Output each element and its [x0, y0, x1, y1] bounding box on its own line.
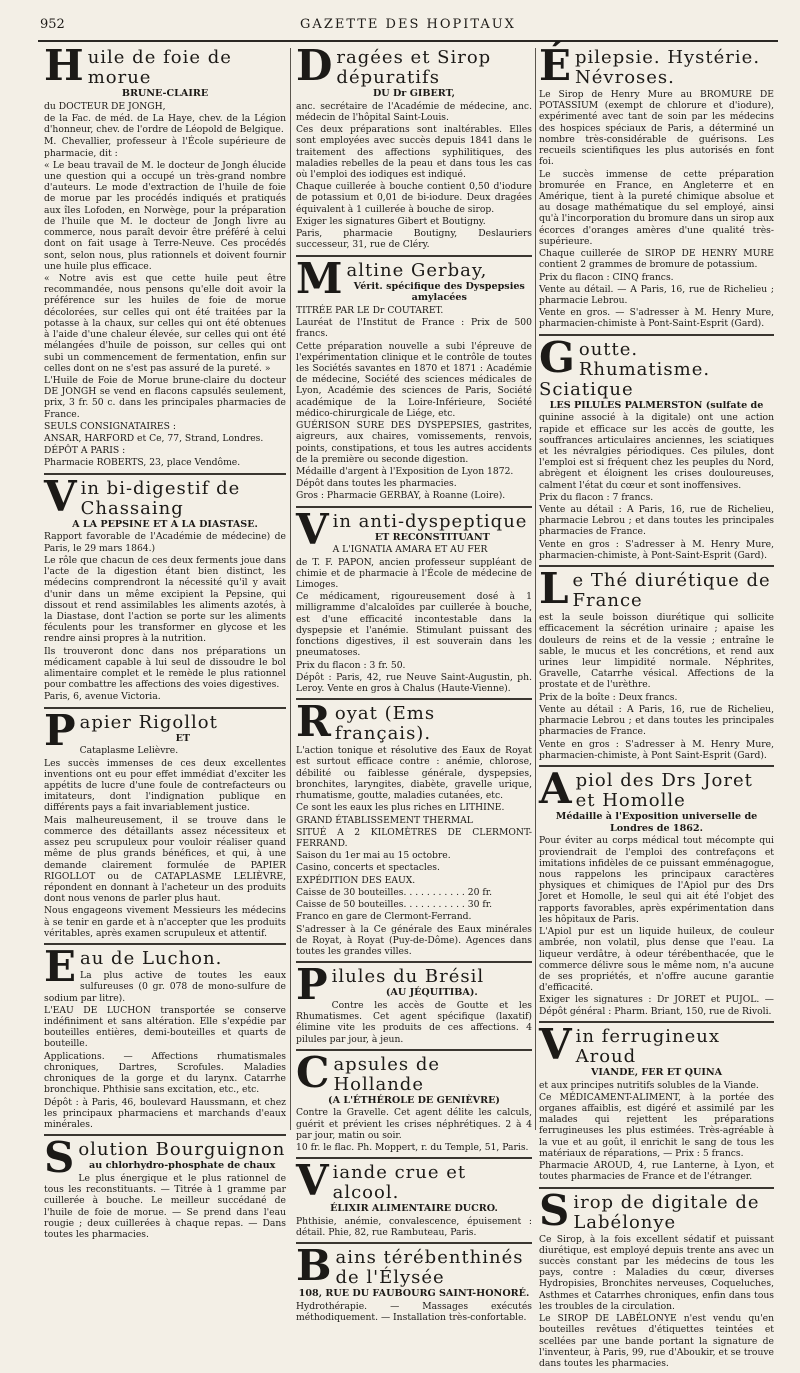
- advertisement: [296, 960, 532, 1051]
- column-left: [44, 41, 286, 1240]
- ad-paragraph: Le plus énergique et le plus rationnel de tous les reconstituants. — Titrée à 1 gramme par cuillerée à bouche. Le meilleur succédané de l'huile de foie de morue. — Se prend dans l'eau rougie ; deux cuillerées à chaque repas. — Dans toutes les pharmacies.: [44, 1172, 286, 1240]
- advertisement: [296, 1156, 532, 1244]
- ad-paragraph: Ce médicament, rigoureusement dosé à 1 milligramme d'alcaloïdes par cuillerée à bouche, est d'une efficacité incontestable dans la dyspepsie et l'anémie. Stimulant puissant des fonctions digestives, il est souverain dans les pneumatoses.: [296, 591, 532, 659]
- ad-paragraph: Paris, pharmacie Boutigny, Deslauriers successeur, 31, rue de Cléry.: [296, 228, 532, 251]
- drop-cap: G: [539, 332, 576, 382]
- ad-paragraph: SEULS CONSIGNATAIRES :: [44, 420, 176, 432]
- ad-title: in anti-dyspeptique: [332, 510, 528, 532]
- ad-paragraph: quinine associé à la digitale) ont une action rapide et efficace sur les accès de goutte, les souffrances articulaires anciennes, les sciatiques et les névralgies périodiques. Ces pilules, dont l'emploi est si fréquent chez les peuples du Nord, abrègent et éloignent les crises douloureuses, calment l'état du cœur et sont inoffensives.: [539, 412, 774, 491]
- drop-cap: E: [44, 942, 78, 992]
- advertisement: [539, 1019, 774, 1189]
- ad-headline: [539, 1185, 774, 1235]
- ad-paragraph: Ce MÉDICAMENT-ALIMENT, à la portée des organes affaiblis, est digéré et assimilé par les malades qui rejettent les préparations ferrugineuses les plus estimées. Très-agréable à la vue et au goût, il enrichit le sang de tous les matériaux de réparations, — Prix : 5 francs.: [539, 1091, 774, 1159]
- ad-title: apier Rigollot: [79, 711, 218, 733]
- ad-title: piol des Drs Joret et Homolle: [575, 769, 753, 811]
- ad-paragraph: Le succès immense de cette préparation bromurée en France, en Angleterre et en Amérique, tient à la pureté chimique absolue et au dosage mathématique du sel employé, ainsi qu'à l'incorporation du bromure dans un sirop aux écorces d'oranges amères d'une qualité très-supérieure.: [539, 168, 774, 247]
- ad-paragraph: Gros : Pharmacie GERBAY, à Roanne (Loire).: [296, 490, 506, 502]
- ad-paragraph: Caisse de 30 bouteilles. . . . . . . . . . . 20 fr.: [296, 886, 493, 898]
- advertisement: [539, 564, 774, 767]
- ad-subtitle: ÉLIXIR ALIMENTAIRE DUCRO.: [330, 1203, 498, 1215]
- advertisement: [296, 1241, 532, 1327]
- ad-paragraph: Le Sirop de Henry Mure au BROMURE DE POTASSIUM (exempt de chlorure et d'iodure), expérimenté avec tant de soin par les médecins des hospices spéciaux de Paris, a déterminé un nombre très-considérable de guérisons. Les recueils scientifiques les plus autorisés en font foi.: [539, 89, 774, 168]
- advertisement: [44, 41, 286, 475]
- ad-headline: [44, 41, 286, 90]
- ad-paragraph: Cataplasme Lelièvre.: [79, 745, 179, 757]
- ad-headline: [296, 1241, 532, 1291]
- drop-cap: É: [539, 41, 573, 90]
- ad-title: olution Bourguignon: [78, 1139, 286, 1161]
- ad-paragraph: Paris, 6, avenue Victoria.: [44, 691, 161, 703]
- ad-subtitle: ET RECONSTITUANT: [374, 531, 490, 543]
- page-title: GAZETTE DES HOPITAUX: [300, 17, 516, 32]
- advertisement: [44, 942, 286, 1136]
- column-middle: [296, 41, 532, 1324]
- ad-paragraph: Ce sont les eaux les plus riches en LITHINE.: [296, 802, 505, 814]
- advertisement: [539, 41, 774, 336]
- ad-subtitle: Vérit. spécifique des Dyspepsies amylacées: [353, 280, 525, 304]
- ad-paragraph: Dépôt : à Paris, 46, boulevard Haussmann, et chez les principaux pharmaciens et marchands d'eaux minérales.: [44, 1096, 286, 1130]
- drop-cap: P: [296, 960, 329, 1010]
- drop-cap: S: [539, 1185, 571, 1235]
- ad-subtitle: A LA PEPSINE ET A LA DIASTASE.: [72, 518, 258, 530]
- advertisement: [296, 253, 532, 508]
- ad-paragraph: DÉPÔT A PARIS :: [44, 445, 126, 457]
- column-right: [539, 41, 774, 1369]
- ad-paragraph: TITRÉE PAR LE Dr COUTARET.: [296, 304, 444, 316]
- ad-paragraph: anc. secrétaire de l'Académie de médecine, anc. médecin de l'hôpital Saint-Louis.: [296, 100, 532, 123]
- ad-paragraph: GRAND ÉTABLISSEMENT THERMAL: [296, 814, 473, 826]
- ad-paragraph: Chaque cuillerée de SIROP DE HENRY MURE contient 2 grammes de bromure de potassium.: [539, 248, 774, 271]
- ad-paragraph: Nous engageons vivement Messieurs les médecins à se tenir en garde et à n'accepter que les produits véritables, après examen scrupuleux et attentif.: [44, 905, 286, 939]
- ad-paragraph: L'Huile de Foie de Morue brune-claire du docteur DE JONGH se vend en flacons capsulés seulement, prix, 3 fr. 50 c. dans les principales pharmacies de France.: [44, 374, 286, 420]
- ad-paragraph: et aux principes nutritifs solubles de la Viande.: [539, 1079, 759, 1091]
- ad-paragraph: Prix de la boîte : Deux francs.: [539, 691, 678, 703]
- advertisement: [539, 1185, 774, 1373]
- ad-paragraph: S'adresser à la Ce générale des Eaux minérales de Royat, à Royat (Puy-de-Dôme). Agences dans toutes les grandes villes.: [296, 923, 532, 957]
- ad-paragraph: Vente en gros : S'adresser à M. Henry Mure, pharmacien-chimiste, à Pont-Saint-Esprit (Gard).: [539, 538, 774, 561]
- ad-subtitle: au chlorhydro-phosphate de chaux: [89, 1160, 276, 1172]
- ad-title: altine Gerbay,: [346, 259, 488, 281]
- ad-title: e Thé diurétique de France: [572, 570, 771, 612]
- ad-headline: [296, 41, 532, 90]
- ad-paragraph: Ce Sirop, à la fois excellent sédatif et puissant diurétique, est employé depuis trente ans avec un succès constant par les médecins de tous les pays, contre : Maladies du cœur, diverses Hydropisies, Bronchites nerveuses, Coqueluches, Asthmes et Catarrhes chroniques, enfin dans tous les troubles de la circulation.: [539, 1233, 774, 1312]
- ad-title: ragées et Sirop dépuratifs: [336, 47, 492, 88]
- ad-title: iande crue et alcool.: [332, 1162, 467, 1204]
- drop-cap: V: [44, 471, 78, 521]
- ad-paragraph: Prix du flacon : 3 fr. 50.: [296, 659, 406, 671]
- advertisement: [44, 1133, 286, 1244]
- ad-paragraph: Le rôle que chacun de ces deux ferments joue dans l'acte de la digestion étant bien distinct, les médecins comprendront la nécessité qu'il y avait d'unir dans un même excipient la Pepsine, qui dissout et rend assimilables les aliments azotés, à la Diastase, dont l'action se porte sur les aliments féculents pour les transformer en glycose et les rendre ainsi propres à la nutrition.: [44, 554, 286, 645]
- ad-paragraph: Les succès immenses de ces deux excellentes inventions ont eu pour effet immédiat d'exciter les appétits de lucre d'une foule de contrefacteurs ou imitateurs, dont l'indignation publique en différents pays a fait invariablement justice.: [44, 757, 286, 814]
- ad-paragraph: ANSAR, HARFORD et Ce, 77, Strand, Londres.: [44, 433, 264, 445]
- advertisement: [44, 705, 286, 945]
- ad-paragraph: Lauréat de l'Institut de France : Prix de 500 francs.: [296, 317, 532, 340]
- ad-paragraph: Vente en gros : S'adresser à M. Henry Mure, pharmacien-chimiste, à Pont Saint-Esprit (Gard).: [539, 738, 774, 761]
- ad-paragraph: Ils trouveront donc dans nos préparations un médicament capable à lui seul de dissoudre le bol alimentaire complet et le remède le plus rationnel pour combattre les affections des voies digestives.: [44, 645, 286, 691]
- drop-cap: M: [296, 253, 344, 303]
- ad-subtitle: (AU JÉQUITIBA).: [385, 987, 478, 999]
- ad-subtitle: DU Dr GIBERT,: [372, 88, 456, 99]
- drop-cap: S: [44, 1133, 76, 1183]
- ad-paragraph: Chaque cuillerée à bouche contient 0,50 d'iodure de potassium et 0,01 de bi-iodure. Deux dragées équivalent à 1 cuillerée à bouche de sirop.: [296, 181, 532, 215]
- ad-paragraph: Exiger les signatures Gibert et Boutigny.: [296, 215, 486, 227]
- ad-paragraph: L'action tonique et résolutive des Eaux de Royat est surtout efficace contre : anémie, chlorose, débilité ou faiblesse générale, dyspepsies, bronchites, laryngites, diabète, gravelle urique, rhumatisme, goutte, maladies cutanées, etc.: [296, 745, 532, 802]
- ad-headline: [44, 471, 286, 521]
- ad-subtitle: LES PILULES PALMERSTON (sulfate de: [549, 399, 764, 411]
- ad-paragraph: Vente en gros. — S'adresser à M. Henry Mure, pharmacien-chimiste à Pont-Saint-Esprit (Gard).: [539, 307, 774, 330]
- ad-paragraph: de T. F. PAPON, ancien professeur suppléant de chimie et de pharmacie à l'École de médecine de Limoges.: [296, 556, 532, 591]
- ad-paragraph: Mais malheureusement, il se trouve dans le commerce des détaillants assez nécessiteux et assez peu scrupuleux pour vouloir réaliser quand même de plus grands bénéfices, et qui, à une demande clairement formulée de PAPIER RIGOLLOT ou de CATAPLASME LELIÈVRE, répondent en donnant à l'acheteur un des produits dont nous venons de parler plus haut.: [44, 814, 286, 905]
- ad-paragraph: Franco en gare de Clermont-Ferrand.: [296, 911, 472, 923]
- advertisement: [539, 763, 774, 1023]
- ad-paragraph: de la Fac. de méd. de La Haye, chev. de la Légion d'honneur, chev. de l'ordre de Léopold de Belgique.: [44, 112, 286, 136]
- ad-title: au de Luchon.: [80, 948, 223, 970]
- drop-cap: V: [296, 1156, 330, 1206]
- drop-cap: V: [296, 504, 330, 554]
- ad-headline: [296, 1047, 532, 1097]
- ad-headline: [296, 1156, 532, 1206]
- ad-title: uile de foie de morue: [87, 47, 232, 88]
- ad-paragraph: Contre les accès de Goutte et les Rhumatismes. Cet agent spécifique (laxatif) élimine vite les produits de ces affections. 4 pilules par jour, à jeun.: [296, 999, 532, 1045]
- ad-paragraph: Casino, concerts et spectacles.: [296, 862, 440, 874]
- ad-title: ilules du Brésil: [331, 966, 485, 988]
- ad-title: irop de digitale de Labélonye: [573, 1191, 760, 1233]
- ad-subtitle: ET: [175, 732, 191, 744]
- ad-headline: [539, 332, 774, 400]
- drop-cap: H: [44, 41, 85, 90]
- ad-paragraph: Vente au détail. — A Paris, 16, rue de Richelieu ; pharmacie Lebrou.: [539, 283, 774, 306]
- drop-cap: A: [539, 763, 573, 813]
- ad-paragraph: est la seule boisson diurétique qui sollicite efficacement la sécrétion urinaire ; apaise les douleurs de reins et de la vessie ; entraîne le sable, le mucus et les concrétions, et rend aux urines leur limpidité normale. Néphrites, Gravelle, Catarrhe vésical. Affections de la prostate et de l'urèthre.: [539, 612, 774, 691]
- ad-headline: [296, 697, 532, 747]
- page-number: 952: [40, 17, 65, 32]
- ad-subtitle: Médaille à l'Exposition universelle de Londres de 1862.: [555, 810, 758, 834]
- advertisement: [296, 1047, 532, 1160]
- ad-title: outte. Rhumatisme. Sciatique: [539, 338, 711, 400]
- drop-cap: R: [296, 697, 332, 747]
- ad-paragraph: La plus active de toutes les eaux sulfureuses (0 gr. 078 de mono-sulfure de sodium par litre).: [44, 970, 286, 1004]
- ad-paragraph: GUÉRISON SURE DES DYSPEPSIES, gastrites, aigreurs, aux chaires, vomissements, renvois, points, constipations, et tous les autres accidents de la première ou seconde digestion.: [296, 420, 532, 465]
- ad-paragraph: Pharmacie ROBERTS, 23, place Vendôme.: [44, 457, 241, 469]
- ad-title: in ferrugineux Aroud: [575, 1025, 721, 1067]
- ad-paragraph: Exiger les signatures : Dr JORET et PUJOL. — Dépôt général : Pharm. Briant, 150, rue de Rivoli.: [539, 994, 774, 1017]
- ad-title: apsules de Hollande: [333, 1053, 441, 1095]
- ad-paragraph: Le SIROP DE LABÉLONYE n'est vendu qu'en bouteilles revêtues d'étiquettes teintées et scellées par une bande portant la signature de l'inventeur, à Paris, 99, rue d'Aboukir, et se trouve dans toutes les pharmacies.: [539, 1313, 774, 1369]
- ad-paragraph: Applications. — Affections rhumatismales chroniques, Dartres, Scrofules. Maladies chroniques de la gorge et du larynx. Catarrhe bronchique. Phthisie sans excitation, etc., etc.: [44, 1050, 286, 1096]
- ad-paragraph: EXPÉDITION DES EAUX.: [296, 874, 416, 886]
- ad-paragraph: Vente au détail : A Paris, 16, rue de Richelieu, pharmacie Lebrou ; et dans toutes les principales pharmacies de France.: [539, 703, 774, 738]
- ad-headline: [539, 564, 774, 614]
- drop-cap: V: [539, 1019, 573, 1069]
- ad-paragraph: Médaille d'argent à l'Exposition de Lyon 1872.: [296, 466, 514, 478]
- ad-paragraph: Prix du flacon : 7 francs.: [539, 491, 654, 503]
- ad-paragraph: Hydrothérapie. — Massages exécutés méthodiquement. — Installation très-confortable.: [296, 1301, 532, 1324]
- ad-paragraph: « Le beau travail de M. le docteur de Jongh élucide une question qui a occupé un très-grand nombre d'auteurs. Le mode d'extraction de l'huile de foie de morue par les procédés indiqués et pratiqués aux îles Lofoden, en Norwège, pour la préparation de l'huile que M. le docteur de Jongh livre au commerce, nous paraît devoir être préféré à celui dont on fait usage à Terre-Neuve. Ces procédés sont, selon nous, plus rationnels et doivent fournir une huile plus efficace.: [44, 159, 286, 272]
- ad-paragraph: Contre la Gravelle. Cet agent délite les calculs, guérit et prévient les crises néphrétiques. 2 à 4 par jour, matin ou soir.: [296, 1107, 532, 1141]
- ad-paragraph: « Notre avis est que cette huile peut être recommandée, nous pensons qu'elle doit avoir la préférence sur les huiles de foie de morue décolorées, sur celles qui ont été traitées par la potasse à la chaux, sur celles qui ont été obtenues à l'aide d'une chaleur élevée, sur celles qui ont été mélangées d'huile de poisson, sur celles qui ont subi un commencement de fermentation, enfin sur celles dont on ne s'est pas assuré de la pureté. »: [44, 272, 286, 374]
- advertisement: [44, 471, 286, 709]
- ad-paragraph: M. Chevallier, professeur à l'École supérieure de pharmacie, dit :: [44, 136, 286, 159]
- ad-paragraph: Prix du flacon : CINQ francs.: [539, 271, 674, 283]
- ad-paragraph: Dépôt : Paris, 42, rue Neuve Saint-Augustin, ph. Leroy. Vente en gros à Chalus (Haute-Vienne).: [296, 671, 532, 694]
- drop-cap: P: [44, 705, 77, 755]
- ad-subtitle: BRUNE-CLAIRE: [121, 88, 209, 99]
- ad-subtitle: (A L'ÉTHÉROLE DE GENIÈVRE): [328, 1094, 500, 1106]
- ad-paragraph: Vente au détail : A Paris, 16, rue de Richelieu, pharmacie Lebrou ; et dans toutes les principales pharmacies de France.: [539, 504, 774, 538]
- ad-paragraph: Dépôt dans toutes les pharmacies.: [296, 478, 457, 490]
- page-header: [38, 10, 778, 42]
- column-divider: [290, 48, 291, 1130]
- ad-paragraph: Phthisie, anémie, convalescence, épuisement : détail. Phie, 82, rue Rambuteau, Paris.: [296, 1216, 532, 1239]
- ad-paragraph: SITUÉ A 2 KILOMÈTRES DE CLERMONT-FERRAND.: [296, 826, 532, 849]
- column-divider: [535, 48, 536, 1130]
- ad-paragraph: A L'IGNATIA AMARA ET AU FER: [332, 544, 488, 556]
- ad-paragraph: Cette préparation nouvelle a subi l'épreuve de l'expérimentation clinique et le contrôle de toutes les Sociétés savantes en 1870 et 1871 : Académie de médecine, Société des sciences médicales de Lyon, Académie des sciences de Paris, Société académique de la Loire-Inférieure, Société médico-chirurgicale de Liége, etc.: [296, 340, 532, 419]
- drop-cap: D: [296, 41, 334, 90]
- ad-headline: [539, 1019, 774, 1069]
- ad-paragraph: Ces deux préparations sont inaltérables. Elles sont employées avec succès depuis 1841 dans le traitement des affections syphilitiques, des maladies rebelles de la peau et dans tous les cas où l'emploi des iodiques est indiqué.: [296, 124, 532, 181]
- ad-subtitle: 108, RUE DU FAUBOURG SAINT-HONORÉ.: [298, 1288, 530, 1300]
- ad-headline: [539, 763, 774, 813]
- ad-paragraph: Saison du 1er mai au 15 octobre.: [296, 850, 451, 862]
- drop-cap: C: [296, 1047, 331, 1097]
- ad-paragraph: L'EAU DE LUCHON transportée se conserve indéfiniment et sans altération. Elle s'expédie par bouteilles entières, demi-bouteilles et quarts de bouteille.: [44, 1004, 286, 1050]
- drop-cap: B: [296, 1241, 333, 1291]
- ad-title: in bi-digestif de Chassaing: [80, 477, 241, 519]
- ad-paragraph: Pour éviter au corps médical tout mécompte qui proviendrait de l'emploi des contrefaçons et imitations infidèles de ce puissant emménagogue, nous rappelons les principaux caractères physiques et chimiques de l'Apiol pur des Drs Joret et Homolle, le seul qui ait été l'objet des rapports favorables, après expérimentation dans les hôpitaux de Paris.: [539, 835, 774, 925]
- ad-paragraph: 10 fr. le flac. Ph. Moppert, r. du Temple, 51, Paris.: [296, 1142, 529, 1154]
- ad-paragraph: Rapport favorable de l'Académie de médecine) de Paris, le 29 mars 1864.): [44, 531, 286, 554]
- advertisement: [296, 41, 532, 257]
- ad-title: oyat (Ems français).: [334, 703, 436, 745]
- advertisement: [296, 504, 532, 701]
- drop-cap: L: [539, 564, 570, 614]
- ad-title: ains térébenthinés de l'Élysée: [335, 1247, 524, 1289]
- ad-paragraph: L'Apiol pur est un liquide huileux, de couleur ambrée, non volatil, plus dense que l'eau. La liqueur verdâtre, à odeur térébenthacée, que le commerce délivre sous le même nom, n'a aucune de ses propriétés, et n'offre aucune garantie d'efficacité.: [539, 926, 774, 994]
- ad-paragraph: du DOCTEUR DE JONGH,: [44, 100, 166, 112]
- ad-subtitle: VIANDE, FER ET QUINA: [590, 1066, 723, 1078]
- ad-title: pilepsie. Hystérie. Névroses.: [575, 47, 761, 88]
- advertisement: [296, 697, 532, 963]
- ad-headline: [539, 41, 774, 90]
- ad-paragraph: Caisse de 50 bouteilles. . . . . . . . . . . 30 fr.: [296, 899, 493, 911]
- advertisement: [539, 332, 774, 568]
- ad-paragraph: Pharmacie AROUD, 4, rue Lanterne, à Lyon, et toutes pharmacies de France et de l'étranger.: [539, 1160, 774, 1183]
